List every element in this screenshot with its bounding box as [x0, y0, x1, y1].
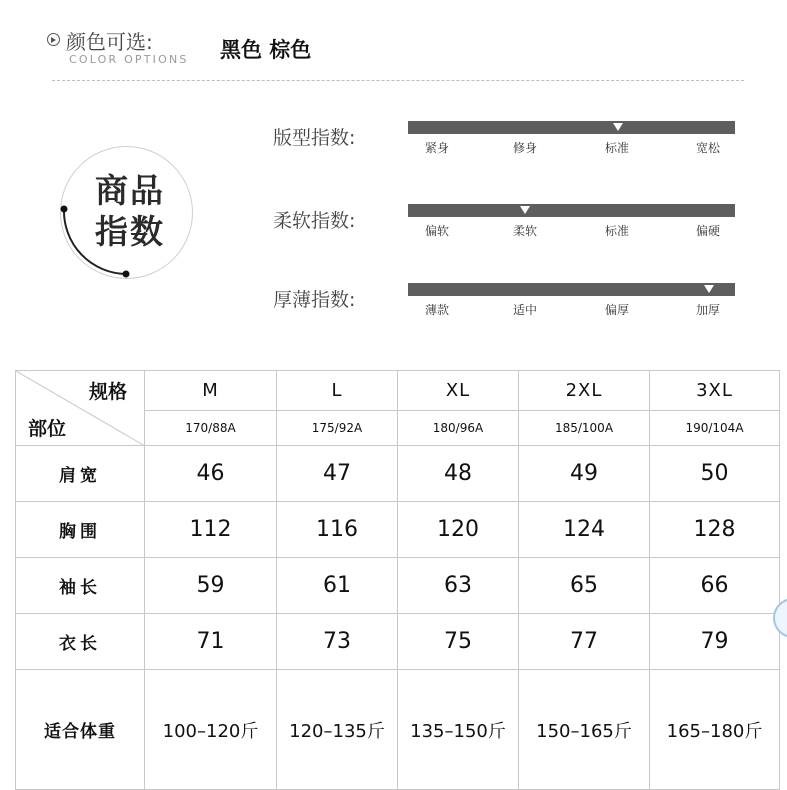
table-cell: 79: [650, 614, 780, 670]
table-cell: 116: [277, 502, 398, 558]
table-cell: 112: [145, 502, 277, 558]
thickness-index-label: 厚薄指数:: [273, 289, 356, 311]
row-label: 肩宽: [16, 446, 145, 502]
table-cell: 47: [277, 446, 398, 502]
table-cell: 120: [398, 502, 519, 558]
table-cell: 124: [519, 502, 650, 558]
row-label: 适合体重: [16, 670, 145, 790]
size-name-cell: 2XL: [519, 371, 650, 411]
fit-index-tick: 宽松: [695, 141, 721, 155]
size-name-cell: M: [145, 371, 277, 411]
softness-index-tick: 标准: [604, 224, 630, 238]
weight-cell: 150–165斤: [519, 670, 650, 790]
size-table: [15, 370, 780, 790]
play-circle-icon: [47, 33, 60, 46]
badge-title: [90, 170, 170, 252]
color-options-value: 黑色 棕色: [220, 38, 312, 62]
table-cell: 65: [519, 558, 650, 614]
badge-line2: 指数: [95, 212, 165, 251]
row-label: 胸围: [16, 502, 145, 558]
table-row: [16, 558, 780, 614]
softness-index-tick: 柔软: [512, 224, 538, 238]
fit-index-tick: 修身: [512, 141, 538, 155]
thickness-index-tick: 适中: [512, 303, 538, 317]
table-cell: 77: [519, 614, 650, 670]
table-cell: 59: [145, 558, 277, 614]
softness-index-marker-icon: [520, 206, 530, 214]
weight-cell: 120–135斤: [277, 670, 398, 790]
color-options-sublabel: COLOR OPTIONS: [69, 53, 189, 66]
thickness-index-tick: 偏厚: [604, 303, 630, 317]
table-cell: 75: [398, 614, 519, 670]
table-row: [16, 614, 780, 670]
weight-row: [16, 670, 780, 790]
fit-index-bar: [408, 121, 735, 134]
table-row: [16, 502, 780, 558]
table-cell: 46: [145, 446, 277, 502]
size-name-cell: XL: [398, 371, 519, 411]
corner-top-label: 规格: [88, 381, 127, 403]
fit-index-label: 版型指数:: [273, 127, 356, 149]
table-corner-cell: [16, 371, 145, 446]
table-cell: 63: [398, 558, 519, 614]
table-cell: 61: [277, 558, 398, 614]
table-cell: 50: [650, 446, 780, 502]
fit-index-tick: 标准: [604, 141, 630, 155]
row-label: 衣长: [16, 614, 145, 670]
table-cell: 73: [277, 614, 398, 670]
thickness-index-tick: 薄款: [424, 303, 450, 317]
softness-index-tick: 偏硬: [695, 224, 721, 238]
size-name-cell: 3XL: [650, 371, 780, 411]
weight-cell: 165–180斤: [650, 670, 780, 790]
thickness-index-marker-icon: [704, 285, 714, 293]
softness-index-tick: 偏软: [424, 224, 450, 238]
fit-index-marker-icon: [613, 123, 623, 131]
table-cell: 49: [519, 446, 650, 502]
table-row: [16, 446, 780, 502]
fit-index-tick: 紧身: [424, 141, 450, 155]
dashed-divider: [52, 80, 744, 81]
row-label: 袖长: [16, 558, 145, 614]
thickness-index-bar: [408, 283, 735, 296]
size-code-cell: 180/96A: [398, 411, 519, 446]
size-code-cell: 175/92A: [277, 411, 398, 446]
size-header-row: [16, 371, 780, 411]
softness-index-bar: [408, 204, 735, 217]
table-cell: 128: [650, 502, 780, 558]
corner-bottom-label: 部位: [28, 418, 67, 440]
color-options-label: 颜色可选:: [66, 30, 153, 54]
size-name-cell: L: [277, 371, 398, 411]
table-cell: 48: [398, 446, 519, 502]
size-code-cell: 170/88A: [145, 411, 277, 446]
table-cell: 66: [650, 558, 780, 614]
softness-index-label: 柔软指数:: [273, 210, 356, 232]
weight-cell: 135–150斤: [398, 670, 519, 790]
size-code-cell: 190/104A: [650, 411, 780, 446]
table-cell: 71: [145, 614, 277, 670]
badge-line1: 商品: [95, 171, 165, 210]
size-code-cell: 185/100A: [519, 411, 650, 446]
thickness-index-tick: 加厚: [695, 303, 721, 317]
weight-cell: 100–120斤: [145, 670, 277, 790]
